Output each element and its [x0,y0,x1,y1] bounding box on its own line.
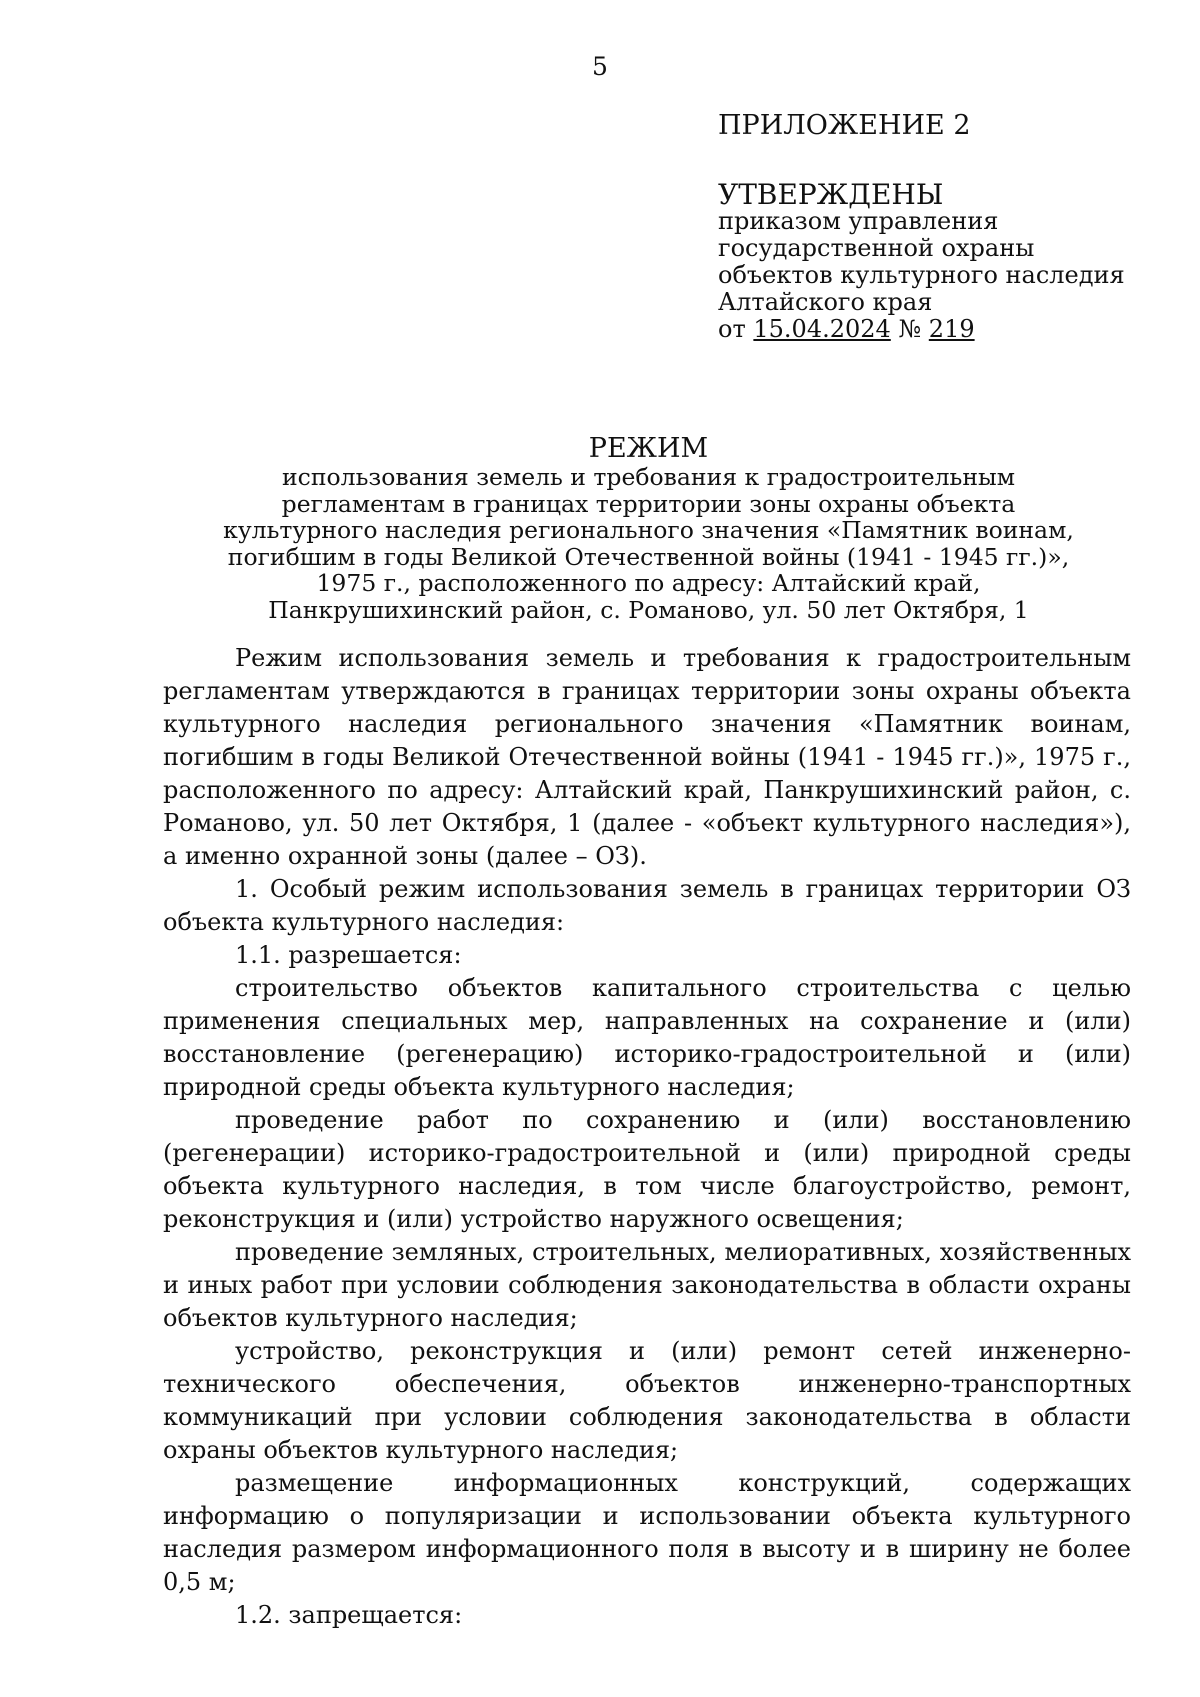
permitted-item: проведение земляных, строительных, мелиоративных, хозяйственных и иных работ при условии соблюдения законодательства в области охраны объектов культурного наследия; [163,1238,1131,1332]
subtitle-line: регламентам в границах территории зоны охраны объекта [281,489,1016,518]
subtitle-line: культурного наследия регионального значения «Памятник воинам, [223,516,1074,544]
document-title: РЕЖИМ [588,433,709,464]
section-1-heading: 1. Особый режим использования земель в границах территории ОЗ объекта культурного наследия: [163,875,1131,936]
subtitle-line: 1975 г., расположенного по адресу: Алтайский край, [316,569,981,597]
permitted-item: строительство объектов капитального строительства с целью применения специальных мер, направленных на сохранение и (или) восстановление (регенерацию) историко-градостроительной и (или) природной среды объекта культурного наследия; [163,974,1131,1101]
approval-line: государственной охраны [718,234,1035,262]
order-date: 15.04.2024 [753,315,891,343]
permitted-item: размещение информационных конструкций, содержащих информацию о популяризации и использовании объекта культурного наследия размером информационного поля в высоту и в ширину не более 0,5 м; [163,1469,1131,1596]
approval-block [718,208,1125,343]
subtitle-line: погибшим в годы Великой Отечественной войны (1941 - 1945 гг.)», [227,542,1070,571]
order-number: 219 [928,315,975,343]
date-prefix: от [718,315,746,343]
approval-line: приказом управления [718,207,999,235]
appendix-label: ПРИЛОЖЕНИЕ 2 [718,110,971,141]
subtitle-line: использования земель и требования к градостроительным [282,463,1015,491]
document-subtitle [150,464,1147,623]
approval-date-line [718,316,1125,343]
document-body [163,642,1131,1632]
permitted-item: проведение работ по сохранению и (или) восстановлению (регенерации) историко-градостроительной и (или) природной среды объекта культурного наследия, в том числе благоустройство, ремонт, реконструкция и (или) устройство наружного освещения; [163,1106,1131,1233]
approval-line: объектов культурного наследия [718,261,1125,289]
subsection-1-1-heading: 1.1. разрешается: [235,941,462,969]
subtitle-line: Панкрушихинский район, с. Романово, ул. 50 лет Октября, 1 [268,595,1029,624]
intro-paragraph: Режим использования земель и требования к градостроительным регламентам утверждаются в границах территории зоны охраны объекта культурного наследия регионального значения «Памятник воинам, погибшим в годы Великой Отечественной войны (1941 - 1945 гг.)», 1975 г., расположенного по адресу: Алтайский край, Панкрушихинский район, с. Романово, ул. 50 лет Октября, 1 (далее - «объект культурного наследия»), а именно охранной зоны (далее – ОЗ). [163,644,1131,870]
approved-heading: УТВЕРЖДЕНЫ [718,178,944,211]
subsection-1-2-heading: 1.2. запрещается: [235,1601,463,1629]
number-prefix: № [898,315,922,343]
page-number: 5 [592,52,608,81]
approval-line: Алтайского края [718,288,933,316]
permitted-item: устройство, реконструкция и (или) ремонт сетей инженерно-технического обеспечения, объектов инженерно-транспортных коммуникаций при условии соблюдения законодательства в области охраны объектов культурного наследия; [163,1337,1131,1464]
